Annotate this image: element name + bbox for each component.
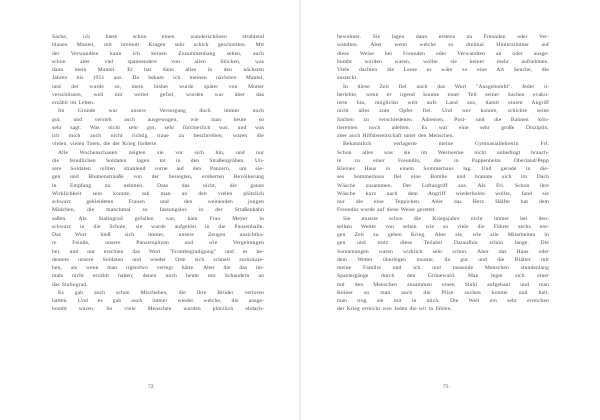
left-page-text xyxy=(52,33,264,314)
text-line: vielen, vielen Toten, die der Krieg forderte. xyxy=(52,141,158,148)
text-line: man trug sie mit in mich. Die Welt ein sehr erreichen xyxy=(337,298,549,304)
text-line: mit den Menschen zusammen einen Stuhl aufgebaut und man xyxy=(337,281,549,288)
text-line: saßen. Als Stalingrad gefallen war, kam Frau Meyer in xyxy=(52,215,264,222)
text-line: bei, und nur erschien das Wort "Frontbegradigung" und es be- xyxy=(52,248,264,255)
left-page-number: 72 xyxy=(148,384,154,390)
text-line: hatten. Und es gab auch immer wieder welche, die ausge- xyxy=(52,298,264,304)
text-line: der Verwandten kann ich keinen Zusammenhang sehen, auch xyxy=(52,50,264,57)
text-line: gen Zeit zu gehen Krieg. Aber sie, wie alle Mitarbeiten in xyxy=(337,232,549,238)
text-line: das Stalingrad. xyxy=(52,281,88,288)
text-line: Spaziergänge durch den Grünewald. Man legte sich einer xyxy=(337,273,549,280)
text-line: blauen Mantel, mit breitem Kragen sehr schick geschnitten. Mit xyxy=(52,42,264,49)
text-line: Sache, ich hatte schon einen wunderschönen strahlend xyxy=(52,34,264,40)
text-line: Sachen zu verschiedenen Adressen, Post- und die Bahnen kön- xyxy=(337,116,549,123)
text-line: berlebte, wenn er irgend konnte einer Teil seiner Sachen evaku- xyxy=(337,91,549,98)
text-line: Wirklichkeit sein konnte, sah man an den vielen plötzlich xyxy=(52,190,264,197)
text-line: bombt waren. So viele Menschen wurden plötzlich obdach- xyxy=(52,306,264,313)
text-line: nur die eine Teppichen. Aber das Herz Hälfte hat dem xyxy=(337,199,549,205)
text-line: te zu einer Freundin, die in Pappenheim Oberland/Pepp xyxy=(337,157,549,164)
text-line: bewohner. Sie lagen dann erstens zu Freunden oder Ver- xyxy=(337,34,549,40)
text-line: mals nicht erzählt haben, denen noch heute mit Schaudern an xyxy=(52,273,264,280)
text-line: selben Wetter von selten wie so viele die Führer sechs ent- xyxy=(337,223,549,230)
text-line: ses Sommerhaus fiel eine Bombe und brannte sich im Dach xyxy=(337,174,549,181)
text-line: Wäsche kurz nach dem Angriff wiederholen wollte, fand sie xyxy=(337,190,549,197)
text-line: Es gab auch schon Mischehen, die Ihre Brüder verloren xyxy=(58,289,264,296)
text-line: bombt worden waren, wollte sie keiner mehr aufnehmen. xyxy=(337,58,549,65)
text-line: gen und trotz diese Teilabst Daraufhin schon lange. Die xyxy=(337,240,549,247)
text-line: gut, und versteh auch ausgewogen, wie man heute so xyxy=(52,116,264,123)
text-line: re Feinde, unsere Panzerspitzen und wie Vergeltungen xyxy=(52,240,264,247)
text-line: Kleines Haus in einem Sommerhaus lag. Und gerade in die- xyxy=(337,166,549,172)
text-line: Viele dachten die Leute es wäre so eine Art Seuche, die xyxy=(337,67,549,73)
text-line: schon aber viel spannendere von allen Stücken, was xyxy=(52,58,264,65)
text-line: meine Familie und ich und tausende Menschen stundenlang xyxy=(337,265,549,271)
text-line: sehr sagt. Was nicht sehr gut, sehr fürchterlich war, und was xyxy=(52,124,264,131)
text-line: hen, als wenn man irgendwo verlegt hätte. Aber die das im- xyxy=(52,265,264,271)
text-line: ansteckt. xyxy=(337,75,358,82)
text-line: ich mich auch nicht richtig traue zu beschreiben, waren die xyxy=(52,133,264,139)
text-line: deutete unsere Soldaten und wieder Orte sich schnell zurückzie- xyxy=(52,256,264,263)
right-page-text xyxy=(337,33,549,314)
text-line: tierenten noch adelten. Es war eine sehr große Disziplin, xyxy=(337,124,549,131)
text-line: Wäsche zusammen. Der Luftangriff aus. Als Frl. Schon ihre xyxy=(337,182,549,189)
text-line: und der wurde so, mein bisher wurde später von Mutter xyxy=(52,83,264,90)
text-line: Bekanntlich verlagerte meine Gymnasiallehrerin Frl. xyxy=(343,141,549,148)
text-line: in Empfang zu nehmen. Dass das nicht, die ganze xyxy=(52,182,264,189)
text-line: erzählt im Leben. xyxy=(52,100,95,106)
text-line: Sonnenungen waren wirklich sehr schon. Aber das Haus oder xyxy=(337,248,549,255)
text-line: Schon alles was sie im Westwerke nicht unbedingt brauch- xyxy=(337,149,549,156)
text-line: wandten. Aber wenn welche so dreimal Hinterzimmer auf xyxy=(337,42,549,49)
text-line: aber auch Hilfsbereitschaft unter den Menschen. xyxy=(337,133,455,139)
text-line: Mädchen, die manchmal so fassungslos in der Straßenbahn xyxy=(52,207,264,214)
right-page xyxy=(300,0,600,420)
text-line: dann mein Mantel. Er hat dann alles in den nächsten xyxy=(52,67,264,73)
text-line: diese Weise bei Freunden oder Verwandten an oder ausge- xyxy=(337,50,549,57)
text-line: In diese Zeit fiel auch das Wort "Ausgebombt". Jeder ü- xyxy=(343,83,549,90)
text-line: die feindlichen Soldaten lagen tot in den Straßengräben. Un- xyxy=(52,157,264,164)
text-line: gen und Blumensträuße von der besiegten, eroberten Bevölkerung xyxy=(52,174,264,181)
text-line: verschlissen, weil mir weiter gefiel, worden war über das xyxy=(52,91,264,98)
text-line: Keiner so man auch die Pilze suchen konnte und halt, xyxy=(337,289,549,296)
text-line: Alle Wochenschauen zeigten sie vor sich hin, und nur xyxy=(58,149,264,156)
text-line: Im Grunde war unsere Versorgung doch immer noch xyxy=(58,108,264,115)
text-line: schwarz gekleideten Frauen und den weinenden jungen xyxy=(52,199,264,205)
text-line: Sie musste schon die Kriegsjahre nicht immer bei den- xyxy=(343,215,549,222)
text-line: nicht alles zum Opfer fiel. Und wer konnte, schickte seine xyxy=(337,108,549,115)
right-page-number: 73 xyxy=(443,384,449,390)
text-line: Das Wort hieß sich immer, unsere Zeugen unsichtba- xyxy=(52,232,264,238)
text-line: sere Soldaten rollten strahlend vorne auf den Panzern, um sie- xyxy=(52,166,264,172)
text-line: dem Wetter überlegen musste, da gut und die Blätter mit xyxy=(337,256,549,263)
text-line: Freundin wurde auf diese Weise gerettet. xyxy=(337,207,437,214)
text-line: ierte hin, möglichst weit aufs Land aus, damit einem Angriff xyxy=(337,100,549,106)
text-line: der Krieg erreicht wen Jeden die wir in fühlen. xyxy=(337,306,452,313)
text-line: Jahren bis 1951 aus. Da bekam ich meinen nächsten Mantel, xyxy=(52,75,264,82)
text-line: schwarz in die Schule, sie wurde aufgelöst in die Pausenhalle. xyxy=(52,223,264,230)
